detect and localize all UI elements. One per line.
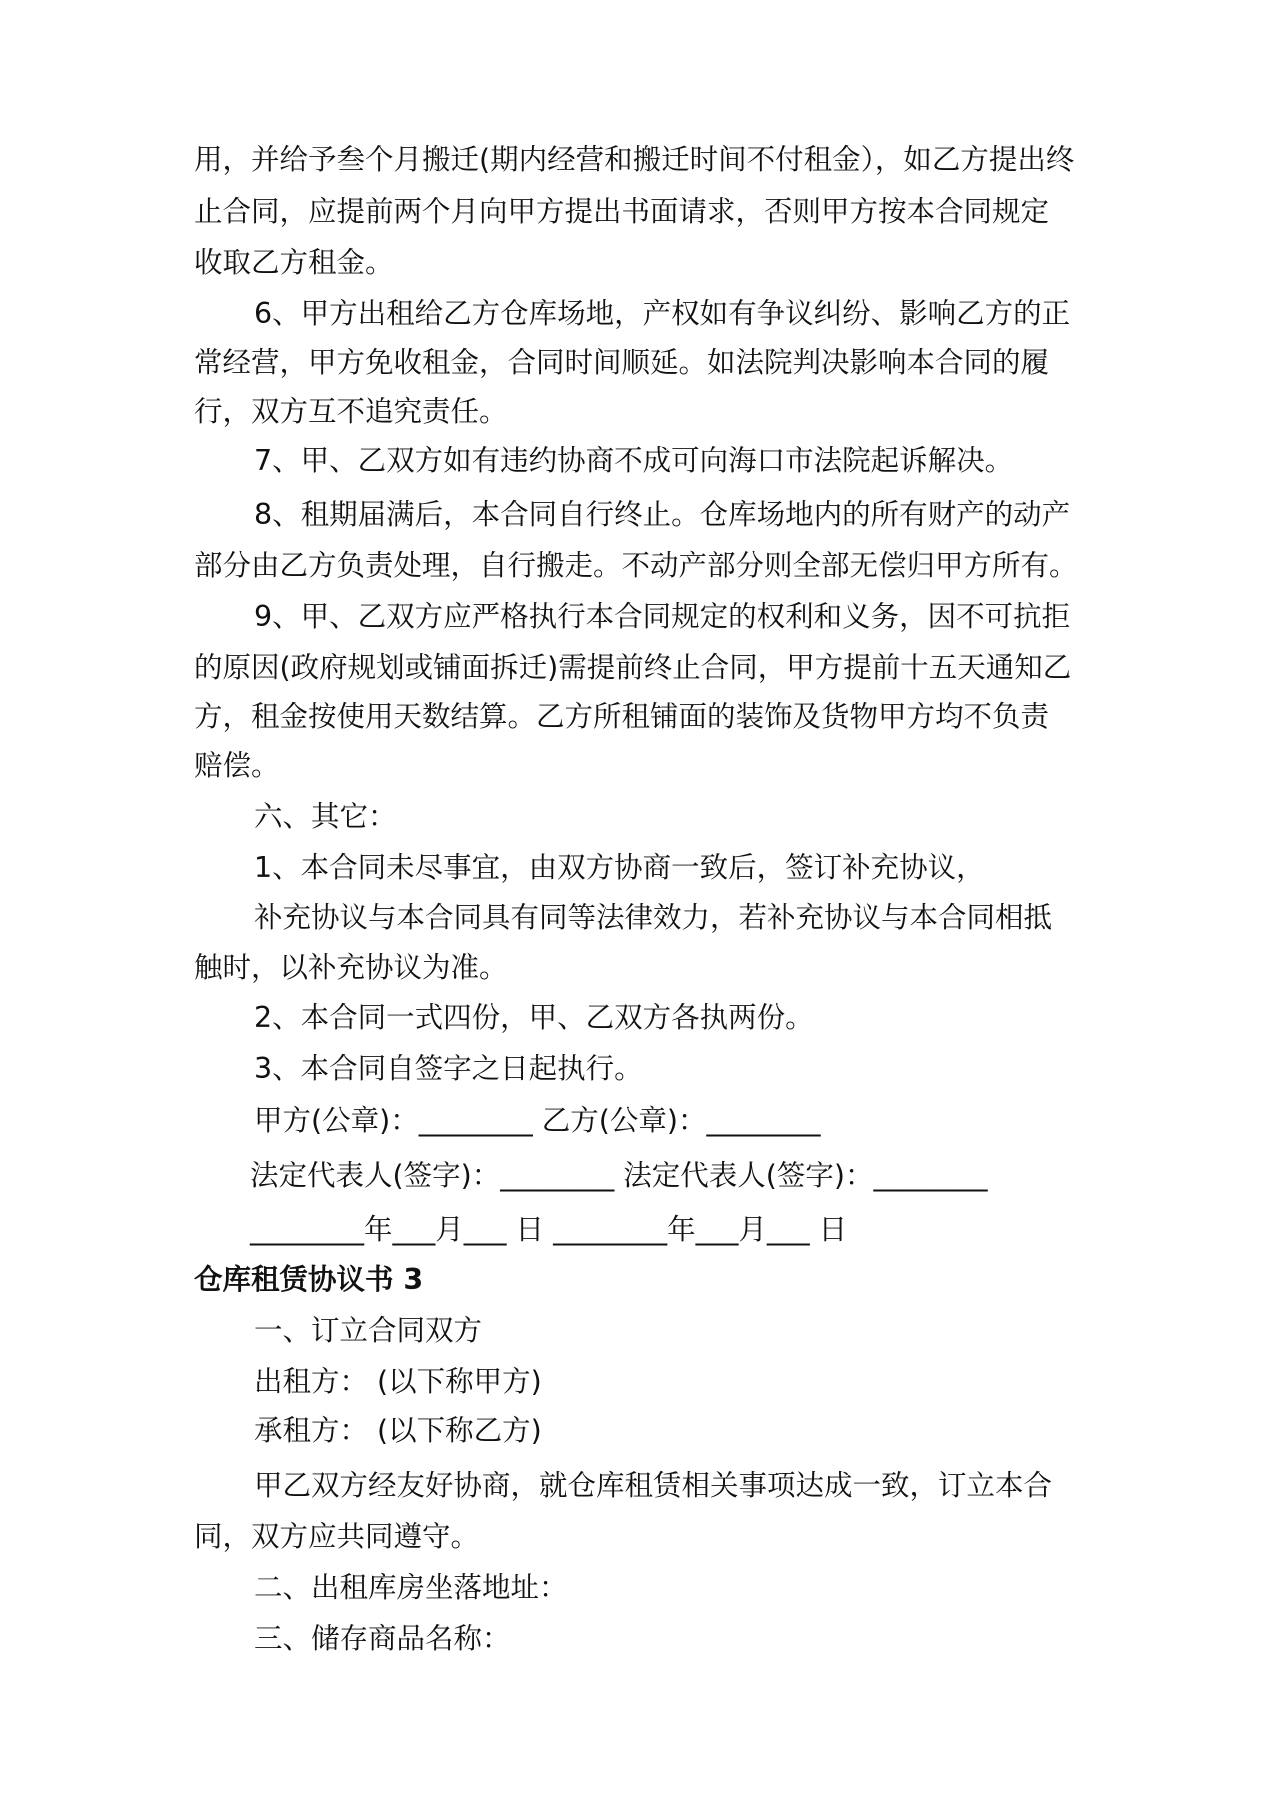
- section-heading: 六、其它：: [254, 800, 397, 833]
- text-line: 常经营，甲方免收租金，合同时间顺延。如法院判决影响本合同的履: [194, 346, 1050, 379]
- text-line: 部分由乙方负责处理，自行搬走。不动产部分则全部无偿归甲方所有。: [194, 549, 1078, 582]
- text-line: 触时，以补充协议为准。: [194, 951, 508, 984]
- text-line: 1、本合同未尽事宜，由双方协商一致后，签订补充协议，: [254, 851, 985, 884]
- section-heading: 一、订立合同双方: [254, 1314, 483, 1347]
- text-line: 甲乙双方经友好协商，就仓库租赁相关事项达成一致，订立本合: [254, 1469, 1053, 1502]
- party-line: 承租方： (以下称乙方): [254, 1414, 542, 1447]
- text-line: 行，双方互不追究责任。: [194, 395, 508, 428]
- text-line: 6、甲方出租给乙方仓库场地，产权如有争议纠纷、影响乙方的正: [254, 297, 1071, 330]
- text-line: 方，租金按使用天数结算。乙方所租铺面的装饰及货物甲方均不负责: [194, 700, 1050, 733]
- section-heading: 三、储存商品名称：: [254, 1622, 511, 1655]
- text-line: 8、租期届满后，本合同自行终止。仓库场地内的所有财产的动产: [254, 498, 1071, 531]
- date-line: ________年___月___ 日 ________年___月___ 日: [250, 1213, 848, 1246]
- party-line: 出租方： (以下称甲方): [254, 1365, 542, 1398]
- text-line: 同，双方应共同遵守。: [194, 1520, 480, 1553]
- text-line: 用，并给予叁个月搬迁(期内经营和搬迁时间不付租金），如乙方提出终: [194, 143, 1075, 176]
- text-line: 补充协议与本合同具有同等法律效力，若补充协议与本合同相抵: [254, 901, 1053, 934]
- signature-line: 法定代表人(签字)：________ 法定代表人(签字)：________: [250, 1159, 988, 1192]
- text-line: 2、本合同一式四份，甲、乙双方各执两份。: [254, 1001, 814, 1034]
- text-line: 9、甲、乙双方应严格执行本合同规定的权利和义务，因不可抗拒: [254, 600, 1071, 633]
- text-line: 3、本合同自签字之日起执行。: [254, 1052, 643, 1085]
- text-line: 的原因(政府规划或铺面拆迁)需提前终止合同，甲方提前十五天通知乙: [194, 651, 1072, 684]
- text-line: 止合同，应提前两个月向甲方提出书面请求，否则甲方按本合同规定: [194, 195, 1050, 228]
- signature-line: 甲方(公章)：________ 乙方(公章)：________: [254, 1104, 821, 1137]
- text-line: 收取乙方租金。: [194, 246, 394, 279]
- section-heading: 二、出租库房坐落地址：: [254, 1571, 568, 1604]
- text-line: 7、甲、乙双方如有违约协商不成可向海口市法院起诉解决。: [254, 444, 1014, 477]
- text-line: 赔偿。: [194, 749, 280, 782]
- document-title: 仓库租赁协议书 3: [194, 1263, 424, 1296]
